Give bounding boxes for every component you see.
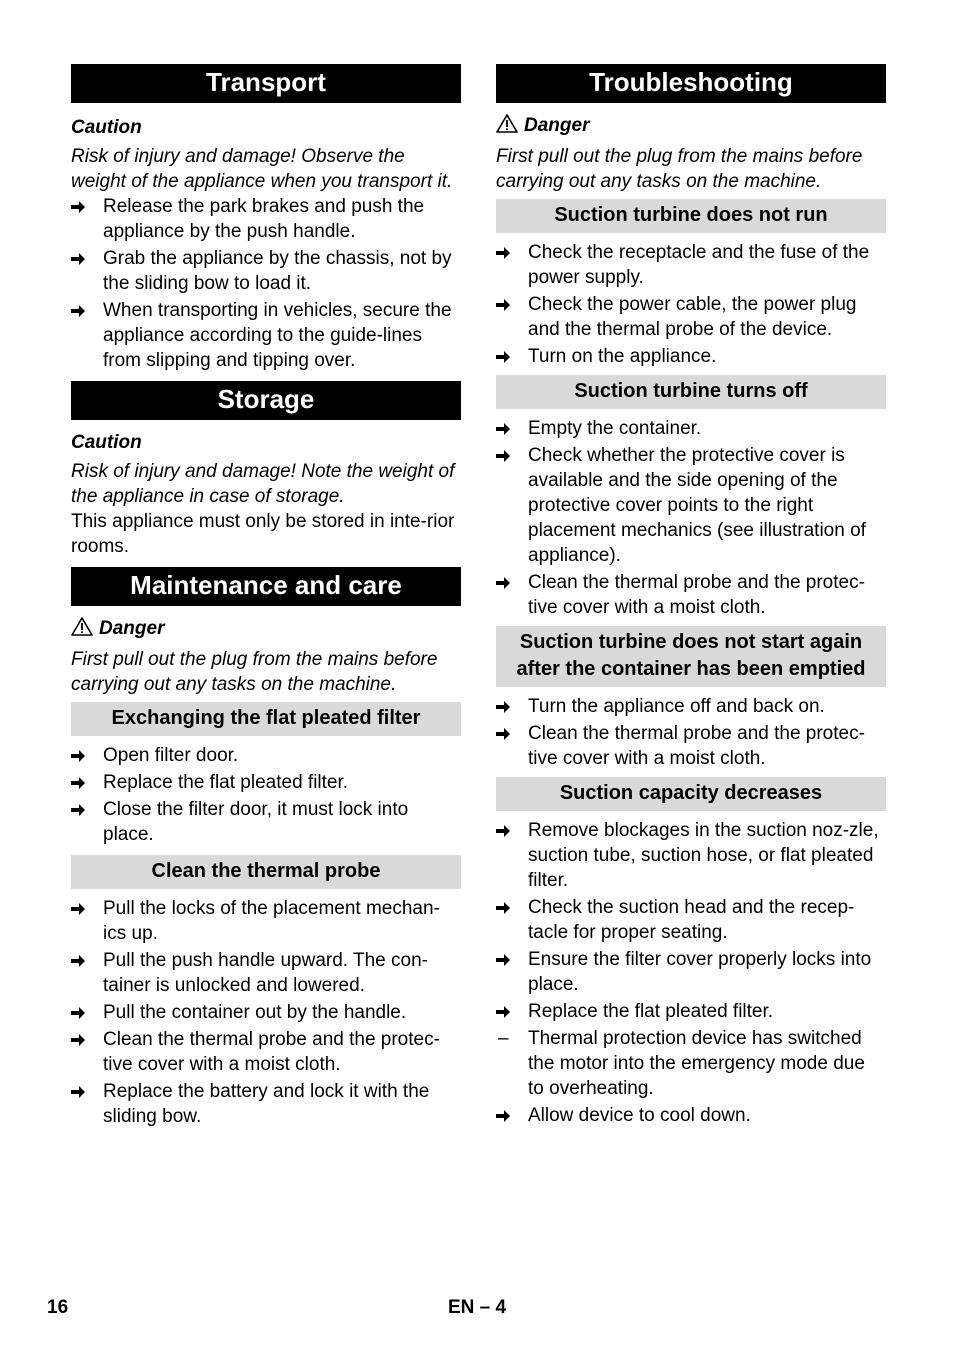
maintenance-heading: Maintenance and care: [71, 567, 461, 606]
storage-caution-label: Caution: [71, 432, 142, 453]
arrow-icon: [71, 1000, 93, 1020]
arrow-icon: [496, 694, 518, 714]
dash-bullet: –: [498, 1028, 509, 1049]
list-item: Check whether the protective cover is available and the side opening of the protective cover points to the right placement mechanics (see illustration of appliance).: [496, 443, 886, 568]
arrow-icon: [496, 947, 518, 967]
list-item: Release the park brakes and push the appliance by the push handle.: [71, 194, 461, 244]
list-item: Pull the push handle upward. The con-tainer is unlocked and lowered.: [71, 948, 461, 998]
probe-steps: [71, 896, 461, 1129]
list-item: Grab the appliance by the chassis, not by the sliding bow to load it.: [71, 246, 461, 296]
list-item: Check the suction head and the recep-tacle for proper seating.: [496, 895, 886, 945]
arrow-icon: [496, 570, 518, 590]
list-item: Replace the battery and lock it with the sliding bow.: [71, 1079, 461, 1129]
list-item: Close the filter door, it must lock into place.: [71, 797, 461, 847]
arrow-icon: [496, 895, 518, 915]
arrow-icon: [496, 292, 518, 312]
arrow-icon: [496, 721, 518, 741]
arrow-icon: [496, 240, 518, 260]
transport-caution-text: Risk of injury and damage! Observe the weight of the appliance when you transport it.: [71, 146, 453, 192]
capacity-steps: [496, 818, 886, 1128]
arrow-icon: [71, 797, 93, 817]
arrow-icon: [496, 344, 518, 364]
arrow-icon: [71, 770, 93, 790]
list-item: Turn on the appliance.: [496, 344, 886, 369]
list-item: Replace the flat pleated filter.: [71, 770, 461, 795]
list-item: Check the receptacle and the fuse of the power supply.: [496, 240, 886, 290]
left-column: [71, 64, 461, 1131]
troubleshooting-heading: Troubleshooting: [496, 64, 886, 103]
right-column: [496, 64, 886, 1130]
capacity-subheading: Suction capacity decreases: [496, 777, 886, 811]
list-item: Clean the thermal probe and the protec-tive cover with a moist cloth.: [496, 570, 886, 620]
list-item: Pull the locks of the placement mechan-ics up.: [71, 896, 461, 946]
troubleshooting-danger-label: Danger: [496, 113, 886, 140]
arrow-icon: [71, 246, 93, 266]
no-restart-steps: [496, 694, 886, 771]
list-item: When transporting in vehicles, secure the appliance according to the guide-lines from slipping and tipping over.: [71, 298, 461, 373]
turns-off-steps: [496, 416, 886, 620]
list-item: Clean the thermal probe and the protec-tive cover with a moist cloth.: [71, 1027, 461, 1077]
arrow-icon: [71, 1079, 93, 1099]
dash-list-item: – Thermal protection device has switched the motor into the emergency mode due to overheating.: [498, 1028, 865, 1099]
warning-icon: [71, 617, 93, 643]
list-item: Empty the container.: [496, 416, 886, 441]
list-item: Remove blockages in the suction noz-zle, suction tube, suction hose, or flat pleated filter.: [496, 818, 886, 893]
arrow-icon: [496, 999, 518, 1019]
probe-subheading: Clean the thermal probe: [71, 855, 461, 889]
arrow-icon: [496, 443, 518, 463]
transport-caution-label: Caution: [71, 117, 142, 138]
arrow-icon: [71, 896, 93, 916]
filter-steps: [71, 743, 461, 847]
list-item: Check the power cable, the power plug and the thermal probe of the device.: [496, 292, 886, 342]
storage-caution-text: Risk of injury and damage! Note the weight of the appliance in case of storage.: [71, 461, 455, 507]
arrow-icon: [71, 743, 93, 763]
arrow-icon: [496, 818, 518, 838]
list-item: Ensure the filter cover properly locks into place.: [496, 947, 886, 997]
page-number: 16: [47, 1297, 69, 1318]
not-run-subheading: Suction turbine does not run: [496, 199, 886, 233]
arrow-icon: [496, 1103, 518, 1123]
list-item: Replace the flat pleated filter.: [496, 999, 886, 1024]
storage-heading: Storage: [71, 381, 461, 420]
transport-heading: Transport: [71, 64, 461, 103]
list-item: Open filter door.: [71, 743, 461, 768]
warning-icon: [496, 114, 518, 140]
arrow-icon: [496, 416, 518, 436]
turns-off-subheading: Suction turbine turns off: [496, 375, 886, 409]
list-item: Pull the container out by the handle.: [71, 1000, 461, 1025]
arrow-icon: [71, 948, 93, 968]
maintenance-danger-label: Danger: [71, 616, 461, 643]
no-restart-subheading: Suction turbine does not start again after the container has been emptied: [496, 626, 886, 687]
list-item: Allow device to cool down.: [496, 1103, 886, 1128]
troubleshooting-danger-text: First pull out the plug from the mains before carrying out any tasks on the machine.: [496, 146, 863, 192]
filter-subheading: Exchanging the flat pleated filter: [71, 702, 461, 736]
not-run-steps: [496, 240, 886, 369]
language-page-label: EN – 4: [448, 1297, 507, 1318]
transport-steps: [71, 194, 461, 373]
arrow-icon: [71, 1027, 93, 1047]
list-item: Clean the thermal probe and the protec-tive cover with a moist cloth.: [496, 721, 886, 771]
list-item: Turn the appliance off and back on.: [496, 694, 886, 719]
storage-note: This appliance must only be stored in inte-rior rooms.: [71, 511, 455, 557]
arrow-icon: [71, 194, 93, 214]
maintenance-danger-text: First pull out the plug from the mains before carrying out any tasks on the machine.: [71, 649, 438, 695]
arrow-icon: [71, 298, 93, 318]
